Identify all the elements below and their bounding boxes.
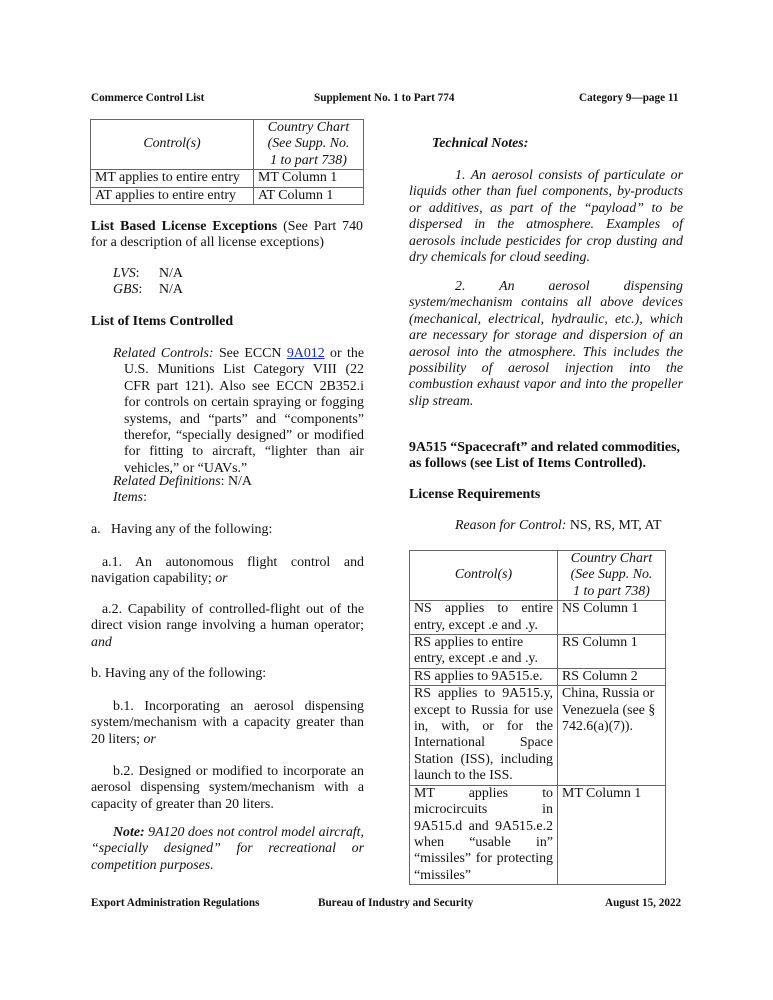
- reason-label: Reason for Control:: [455, 518, 567, 533]
- gbs-row: [113, 282, 353, 298]
- lble-paragraph: [91, 219, 363, 252]
- header-right: Category 9—page 11: [579, 92, 679, 104]
- header-line: (See Supp. No.: [570, 567, 653, 583]
- footer-right: August 15, 2022: [605, 897, 682, 909]
- table-cell: NS Column 1: [558, 601, 666, 635]
- table-cell: RS Column 1: [558, 635, 666, 669]
- gbs-colon: :: [138, 282, 143, 297]
- header-line: Country Chart: [570, 551, 653, 566]
- item-a1-suffix: or: [215, 571, 228, 587]
- header-left: Commerce Control List: [91, 92, 205, 104]
- eccn-9a515-heading: 9A515 “Spacecraft” and related commodities, as follows (see List of Items Controlled).: [409, 440, 680, 472]
- table-cell: MT Column 1: [558, 785, 666, 884]
- header-center: Supplement No. 1 to Part 774: [314, 92, 455, 104]
- table-row: [410, 601, 666, 635]
- table-cell: RS applies to 9A515.y, except to Russia for use in, with, or for the International Space Station (ISS), including launch to the ISS.: [410, 686, 558, 785]
- related-definitions: [113, 474, 252, 490]
- table-cell: MT Column 1: [254, 170, 364, 187]
- header-line: 1 to part 738): [270, 152, 347, 168]
- header-line: 1 to part 738): [573, 583, 650, 599]
- items-heading: List of Items Controlled: [91, 314, 234, 329]
- item-a2: [91, 602, 364, 651]
- item-a1: [91, 555, 364, 588]
- table-cell: NS applies to entire entry, except .e and .y.: [410, 601, 558, 635]
- technical-note-2: 2. An aerosol dispensing system/mechanism contains all above devices (mechanical, electrical, hydraulic, etc.), which are necessary for storage and dispersion of an aerosol into the atmosphere. This includes the possibility of aerosol injection into the combustion exhaust vapor and into the propeller slip stream.: [409, 279, 683, 409]
- table-cell: RS applies to 9A515.e.: [410, 668, 558, 685]
- reason-value: NS, RS, MT, AT: [566, 518, 662, 533]
- item-b: b. Having any of the following:: [91, 666, 267, 681]
- related-definitions-label: Related Definitions: [113, 474, 221, 489]
- table-row: [410, 668, 666, 685]
- footer-left: Export Administration Regulations: [91, 897, 260, 909]
- item-a2-text: a.2. Capability of controlled-flight out of the direct vision range involving a human operator;: [91, 602, 364, 634]
- footer-center: Bureau of Industry and Security: [318, 897, 474, 909]
- note-paragraph: [91, 825, 364, 874]
- technical-notes-heading: Technical Notes:: [432, 136, 529, 151]
- lvs-colon: :: [135, 266, 140, 281]
- table-row: [410, 686, 666, 785]
- table-cell: MT applies to entire entry: [91, 170, 254, 187]
- related-controls-post: or the U.S. Munitions List Category VIII (22 CFR part 121). Also see ECCN 2B352.i for controls on certain spraying or fogging systems, and “parts” and “components” therefor, “specially designed” or modified for fitting to aircraft, “lighter than air vehicles,” or “UAVs.”: [124, 346, 364, 476]
- table-header-controls: Control(s): [410, 551, 558, 601]
- related-controls-label: Related Controls:: [113, 346, 214, 361]
- table-cell: RS applies to entire entry, except .e and .y.: [410, 635, 558, 669]
- header-line: (See Supp. No.: [267, 136, 350, 152]
- table-row: [91, 170, 364, 187]
- item-a: a. Having any of the following:: [91, 522, 273, 537]
- left-control-table: [90, 119, 364, 205]
- table-cell: AT Column 1: [254, 187, 364, 204]
- related-controls: [113, 346, 364, 477]
- items-label-row: [113, 490, 147, 506]
- table-cell: RS Column 2: [558, 668, 666, 685]
- gbs-label: GBS: [113, 282, 139, 297]
- lvs-label: LVS: [113, 266, 136, 281]
- reason-for-control: [455, 518, 661, 534]
- item-a2-suffix: and: [91, 634, 112, 650]
- related-definitions-value: : N/A: [220, 474, 252, 489]
- item-a1-text: a.1. An autonomous flight control and navigation capability;: [91, 555, 364, 587]
- item-b2: b.2. Designed or modified to incorporate an aerosol dispensing system/mechanism with a capacity of greater than 20 liters.: [91, 764, 364, 812]
- lvs-row: [113, 266, 353, 282]
- table-row: [91, 187, 364, 204]
- header-line: Country Chart: [267, 120, 350, 135]
- item-b1-suffix: or: [143, 731, 156, 747]
- table-header-controls: Control(s): [91, 120, 254, 170]
- items-colon: :: [143, 490, 147, 505]
- technical-note-1: 1. An aerosol consists of particulate or liquids other than fuel components, by-products or additives, as part of the “payload” to be dispersed in the atmosphere. Examples of aerosols include pesticides for crop dusting and dry chemicals for cloud seeding.: [409, 168, 683, 266]
- table-cell: China, Russia or Venezuela (see § 742.6(a)(7)).: [558, 686, 666, 785]
- gbs-value: N/A: [159, 282, 183, 297]
- items-label: Items: [113, 490, 144, 505]
- table-row: [410, 635, 666, 669]
- note-label: Note:: [113, 825, 145, 840]
- table-row: [410, 785, 666, 884]
- table-cell: AT applies to entire entry: [91, 187, 254, 204]
- item-b1: [91, 699, 364, 748]
- table-header-country-chart: [254, 120, 364, 170]
- table-header-country-chart: [558, 551, 666, 601]
- table-cell: MT applies to microcircuits in 9A515.d and 9A515.e.2 when “usable in” “missiles” for protecting “missiles”: [410, 785, 558, 884]
- lble-text: (See Part 740 for a description of all license exceptions): [91, 219, 363, 251]
- related-controls-pre: See ECCN: [213, 346, 287, 361]
- right-control-table: [409, 550, 666, 885]
- item-b1-text: b.1. Incorporating an aerosol dispensing system/mechanism with a capacity greater than 20 liters;: [91, 699, 364, 747]
- lble-heading: List Based License Exceptions: [91, 219, 278, 234]
- note-text: 9A120 does not control model aircraft, “specially designed” for recreational or competition purposes.: [91, 825, 364, 873]
- lvs-value: N/A: [159, 266, 183, 281]
- eccn-9a012-link[interactable]: 9A012: [286, 346, 325, 361]
- license-requirements-heading: License Requirements: [409, 487, 541, 502]
